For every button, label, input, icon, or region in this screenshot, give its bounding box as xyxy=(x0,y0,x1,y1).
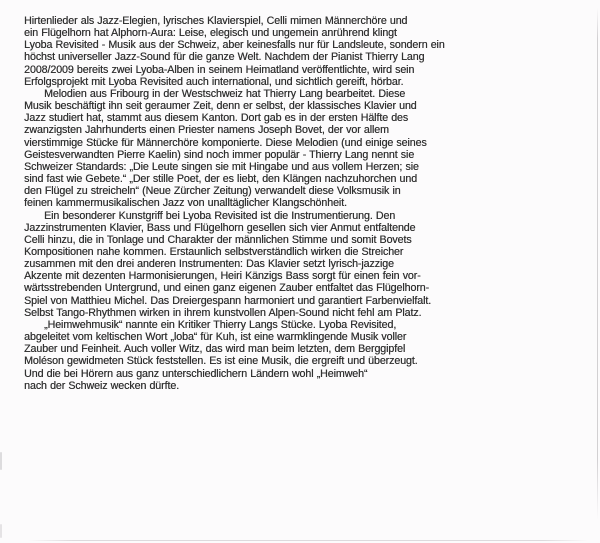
text-line: Zauber und Feinheit. Auch voller Witz, das wird man beim letzten, dem Berggipfel xyxy=(24,343,406,356)
liner-notes-text xyxy=(24,15,484,392)
text-line: Lyoba Revisited - Musik aus der Schweiz, aber keinesfalls nur für Landsleute, sondern ein xyxy=(24,39,445,52)
text-line: sind fast wie Gebete.“ „Der stille Poet, der es liebt, den Klängen nachzuhorchen und xyxy=(24,173,417,186)
text-line: wärtsstrebenden Untergrund, und einen ganz eigenen Zauber entfaltet das Flügelhorn- xyxy=(24,282,429,295)
text-line: höchst universeller Jazz-Sound für die ganze Welt. Nachdem der Pianist Thierry Lang xyxy=(24,51,425,64)
text-line: Kompositionen nahe kommen. Erstaunlich selbstverständlich wirken die Streicher xyxy=(24,245,404,258)
text-line: ein Flügelhorn hat Alphorn-Aura: Leise, elegisch und ungemein anrührend klingt xyxy=(24,27,397,40)
paragraph xyxy=(24,319,484,392)
text-line: vierstimmige Stücke für Männerchöre komponierte. Diese Melodien (und einige seines xyxy=(24,136,427,149)
text-line: nach der Schweiz wecken dürfte. xyxy=(24,379,179,392)
text-line: Hirtenlieder als Jazz-Elegien, lyrisches Klavierspiel, Celli mimen Männerchöre und xyxy=(24,15,408,27)
text-line: Spiel von Matthieu Michel. Das Dreiergespann harmoniert und garantiert Farbenvielfalt. xyxy=(24,294,431,307)
text-line: Celli hinzu, die in Tonlage und Charakter der männlichen Stimme und somit Bovets xyxy=(24,233,412,246)
text-line: Jazzinstrumenten Klavier, Bass und Flügelhorn gesellen sich vier Anmut entfaltende xyxy=(24,221,416,234)
text-line: Musik beschäftigt ihn seit geraumer Zeit, denn er selbst, der klassisches Klavier und xyxy=(24,100,417,113)
scan-mark-left-artifact xyxy=(0,452,2,470)
paragraph xyxy=(24,210,484,319)
text-line: Erfolgsprojekt mit Lyoba Revisited auch international, und sichtlich gereift, hörbar. xyxy=(24,75,404,88)
text-line: abgeleitet vom keltischen Wort „loba“ für Kuh, ist eine warmklingende Musik voller xyxy=(24,331,407,344)
text-line: 2008/2009 bereits zwei Lyoba-Alben in seinem Heimatland veröffentlichte, wird sein xyxy=(24,63,415,76)
text-line: zwanzigsten Jahrhunderts einen Priester namens Joseph Bovet, der vor allem xyxy=(24,124,389,137)
text-line: Melodien aus Fribourg in der Westschweiz hat Thierry Lang bearbeitet. Diese xyxy=(44,87,406,100)
paragraph xyxy=(24,88,484,210)
text-line: Geistesverwandten Pierre Kaelin) sind noch immer populär - Thierry Lang nennt sie xyxy=(24,148,415,161)
text-line: Ein besonderer Kunstgriff bei Lyoba Revisited ist die Instrumentierung. Den xyxy=(44,209,396,222)
scan-mark-left-artifact xyxy=(0,524,2,538)
text-line: Jazz studiert hat, stammt aus diesem Kanton. Dort gab es in der ersten Hälfte des xyxy=(24,112,409,125)
text-line: zusammen mit den drei anderen Instrumenten: Das Klavier setzt lyrisch-jazzige xyxy=(24,258,394,271)
scan-edge-bottom-artifact xyxy=(28,540,588,541)
scan-edge-right-artifact xyxy=(597,8,598,520)
paragraph xyxy=(24,15,484,88)
text-line: Moléson gewidmeten Stück feststellen. Es ist eine Musik, die ergreift und überzeugt. xyxy=(24,355,418,368)
text-line: Selbst Tango-Rhythmen wirken in ihrem kunstvollen Alpen-Sound nicht fehl am Platz. xyxy=(24,306,422,319)
text-line: feinen kammermusikalischen Jazz von unalltäglicher Klangschönheit. xyxy=(24,197,347,210)
text-line: den Flügel zu streicheln“ (Neue Zürcher Zeitung) verwandelt diese Volksmusik in xyxy=(24,185,401,198)
text-line: Schweizer Standards: „Die Leute singen sie mit Hingabe und aus vollem Herzen; sie xyxy=(24,160,419,173)
text-line: Und die bei Hörern aus ganz unterschiedlichern Ländern wohl „Heimweh“ xyxy=(24,367,368,380)
text-line: „Heimwehmusik“ nannte ein Kritiker Thierry Langs Stücke. Lyoba Revisited, xyxy=(44,318,397,331)
text-line: Akzente mit dezenten Harmonisierungen, Heiri Känzigs Bass sorgt für einen fein vor- xyxy=(24,270,421,283)
